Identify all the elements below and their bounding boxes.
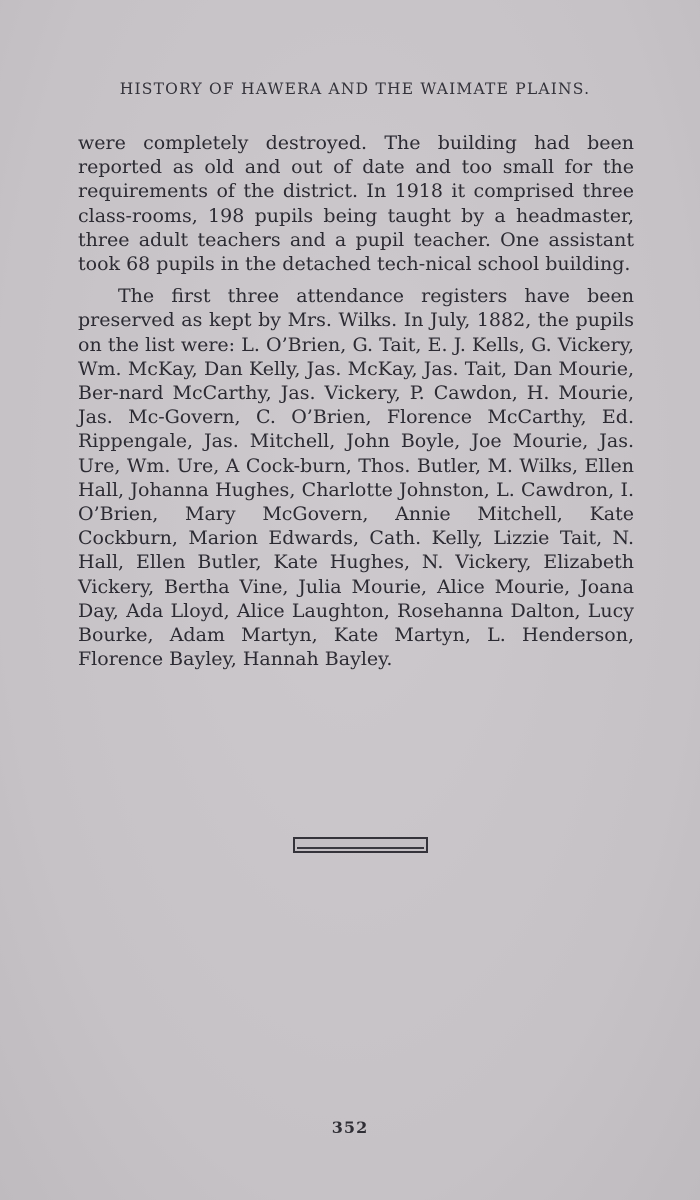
paragraph-1: were completely destroyed. The building had been reported as old and out of date and too small for the requirements of the district. In 1918 it comprised three class-rooms, 198 pupils being taught by a headmaster, three adult teachers and a pupil teacher. One assistant took 68 pupils in the detached tech-nical school building. xyxy=(78,132,634,276)
paragraph-2: The first three attendance registers have been preserved as kept by Mrs. Wilks. In July, 1882, the pupils on the list were: L. O’Brien, G. Tait, E. J. Kells, G. Vickery, Wm. McKay, Dan Kelly, Jas. McKay, Jas. Tait, Dan Mourie, Ber-nard McCarthy, Jas. Vickery, P. Cawdon, H. Mourie, Jas. Mc-Govern, C. O’Brien, Florence McCarthy, Ed. Rippengale, Jas. Mitchell, John Boyle, Joe Mourie, Jas. Ure, Wm. Ure, A Cock-burn, Thos. Butler, M. Wilks, Ellen Hall, Johanna Hughes, Charlotte Johnston, L. Cawdron, I. O’Brien, Mary McGovern, Annie Mitchell, Kate Cockburn, Marion Edwards, Cath. Kelly, Lizzie Tait, N. Hall, Ellen Butler, Kate Hughes, N. Vickery, Elizabeth Vickery, Bertha Vine, Julia Mourie, Alice Mourie, Joana Day, Ada Lloyd, Alice Laughton, Rosehanna Dalton, Lucy Bourke, Adam Martyn, Kate Martyn, L. Henderson, Florence Bayley, Hannah Bayley. xyxy=(78,285,634,671)
running-head: HISTORY OF HAWERA AND THE WAIMATE PLAINS. xyxy=(119,80,591,98)
section-end-ornament xyxy=(293,837,428,853)
body-text xyxy=(78,131,634,671)
page-number: 352 xyxy=(331,1118,369,1137)
